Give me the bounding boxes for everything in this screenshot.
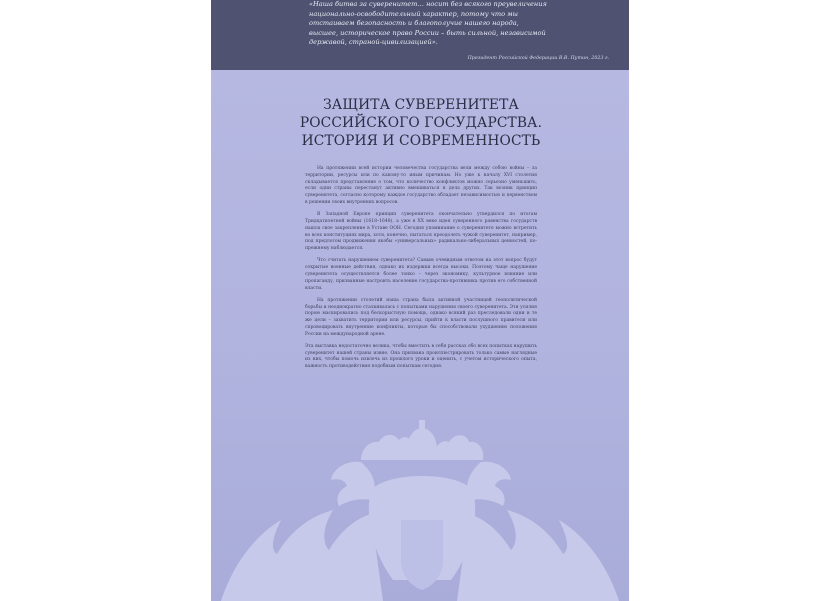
page-title — [271, 97, 571, 150]
paragraph-3: Что считать нарушением суверенитета? Самым очевидным ответом на этот вопрос будут открытые военные действия, однако их издержки всегда высоки. Поэтому чаще нарушение суверенитета осуществляется более тонко – через экономику, культурное влияние или пропаганду, призванные настроить население государства-противника против его собственной власти. — [305, 258, 537, 291]
paragraph-2: В Западной Европе принцип суверенитета окончательно утвердился по итогам Тридцатилетней войны (1618–1648), а уже в XX веке идея суверенного равенства государств нашла свое закрепление в Уставе ООН. Сегодня упоминание о суверенитете можно встретить во всех конституциях мира, хотя, конечно, пытаться преодолеть чужой суверенитет, например, под предлогом продвижения якобы «универсальных» радикально-либеральных ценностей, по-прежнему наблюдается. — [305, 212, 537, 252]
document-page — [211, 0, 629, 601]
body-text — [305, 166, 537, 376]
president-quote: «Наша битва за суверенитет… носит без всякого преувеличения национально-освободительный характер, потому что мы отстаиваем безопасность и благополучие нашего народа, высшее, историческое право России – быть сильной, независимой державой, страной-цивилизацией». — [309, 0, 547, 47]
paragraph-5: Эта выставка недостаточно велика, чтобы вместить в себя рассказ обо всех попытках нарушить суверенитет нашей страны извне. Она призвана проиллюстрировать только самые наглядные из них, чтобы помочь извлечь из прошлого уроки и оценить, с учетом исторического опыта, важность противодействия подобным попыткам сегодня. — [305, 343, 537, 370]
title-line-3: ИСТОРИЯ И СОВРЕМЕННОСТЬ — [301, 132, 541, 149]
title-line-1: ЗАЩИТА СУВЕРЕНИТЕТА — [323, 97, 519, 113]
title-line-2: РОССИЙСКОГО ГОСУДАРСТВА. — [299, 114, 543, 131]
quote-author: Президент Российской Федерации В.В. Путин, 2023 г. — [467, 56, 609, 61]
quote-banner — [211, 0, 629, 70]
paragraph-4: На протяжении столетий наша страна была активной участницей геополитической борьбы и неоднократно сталкивалась с попытками нарушения своего суверенитета. Эти усилия порою маскировались под бескорыстную помощь, однако всякий раз преследовали одни и те же цели – захватить территории или ресурсы, прийти к власти послушного правителя или спровоцировать внутренние конфликты, которые бы способствовали ухудшению положения России на международной арене. — [305, 297, 537, 337]
paragraph-1: На протяжении всей истории человечества государства вели между собою войны – за территории, ресурсы или по какому-то иным причинам. Но уже к началу XVI столетия складывается представление о том, что количество конфликтов можно серьезно уменьшить, если одни страны перестанут активно вмешиваться в дела других. Так возник принцип суверенитета, согласно которому каждое государство обладает независимостью и первенством в решении своих внутренних вопросов. — [305, 166, 537, 205]
double-headed-eagle-emblem — [211, 420, 629, 601]
